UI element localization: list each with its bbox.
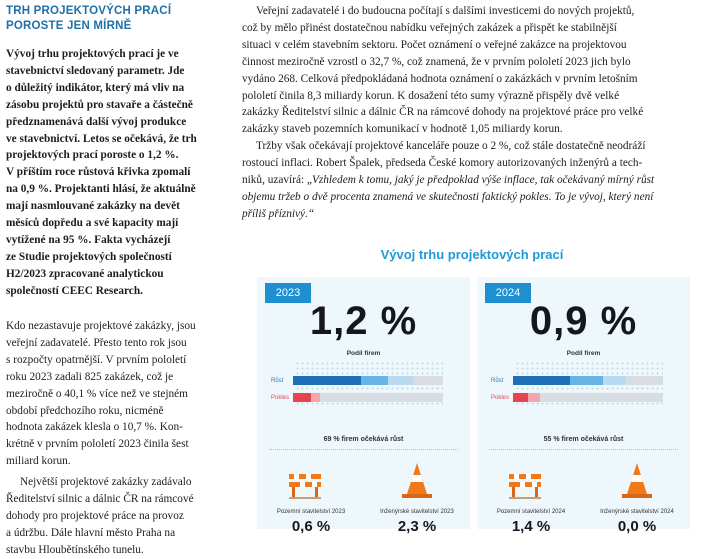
fall-bar-segment — [513, 393, 528, 402]
expect-text: 69 % firem očekává růst — [323, 436, 404, 443]
quote-text: objemu tržeb o dvě procenta znamená ve skutečnosti faktický pokles. To je vývoj, který není — [242, 190, 654, 203]
sub-value: 0,6 % — [291, 518, 331, 535]
divider — [489, 449, 678, 450]
fall-bar-segment — [582, 393, 663, 402]
lead-line: ve stavebnictví. Letos se očekává, že trh — [6, 132, 197, 145]
grow-bar — [513, 376, 663, 385]
grow-label: Růst — [491, 378, 504, 384]
traffic-cone-icon — [397, 460, 437, 500]
lead-line: na 0,9 %. Projektanti hlásí, že aktuálně — [6, 183, 196, 196]
body-paragraph — [242, 3, 694, 138]
fall-bar-segment — [361, 393, 444, 402]
quote-text: Vzhledem k tomu, jaký je předpoklad výše inflace, tak očekávaný mírný růst — [311, 174, 655, 187]
road-barrier-icon — [505, 460, 545, 500]
sub-value: 2,3 % — [397, 518, 437, 535]
expect-text: 55 % firem očekává růst — [543, 436, 624, 443]
sub-value: 0,0 % — [617, 518, 657, 535]
sub-label: Pozemní stavitelství 2023 — [276, 509, 346, 515]
traffic-cone-icon — [617, 460, 657, 500]
text-line: rostoucí inflaci. Robert Špalek, předseda České komory autorizovaných inženýrů a tech- — [242, 157, 643, 170]
year-badge: 2023 — [265, 283, 311, 303]
text-line: dohody pro projektové práce na provoz — [6, 509, 184, 522]
grow-bar-segment — [293, 376, 361, 385]
body-paragraph — [6, 318, 216, 470]
left-body — [6, 318, 216, 559]
infographic — [252, 247, 692, 534]
text-line: zakázky Ředitelství silnic a dálnic ČR na rámcové dohody na projektové práce pro velké — [242, 106, 644, 119]
text-line: Veřejní zadavatelé i do budoucna počítají s dalšími investicemi do nových projektů, — [256, 5, 635, 17]
text-line: veřejní zadavatelé. Přesto tento rok jsou — [6, 336, 187, 349]
text-line: zakázky staveb pozemních komunikací v hodnotě 1,05 miliardy korun. — [242, 123, 563, 136]
fall-bar-segment — [311, 393, 320, 402]
lead-line: vytížené na 95 %. Fakta vycházejí — [6, 233, 171, 246]
text-line: pololetí činila 8,3 miliardy korun. K dosažení této sumy výrazně přispěly dvě velké — [242, 89, 620, 102]
grow-bar-segment — [570, 376, 603, 385]
headline-line: POROSTE JEN MÍRNĚ — [6, 20, 132, 32]
fall-bar — [293, 393, 443, 402]
lead-line: Vývoj trhu projektových prací je ve — [6, 48, 179, 60]
grow-bar-segment — [413, 376, 443, 385]
text-line: vydáno 268. Celková předpokládaná hodnota oznámení o zakázkách v prvním letošním — [242, 72, 638, 85]
sub-label: Pozemní stavitelství 2024 — [496, 509, 566, 515]
road-barrier-icon — [285, 460, 325, 500]
grow-label: Růst — [271, 378, 284, 384]
lead-line: V příštím roce růstová křivka zpomalí — [6, 166, 191, 179]
sub-label: Inženýrské stavitelství 2024 — [600, 509, 674, 515]
lead-line: ze Studie projektových společností — [6, 250, 172, 263]
text-line: miliard korun. — [6, 455, 71, 468]
text-line: a údržbu. Dále hlavní město Praha na — [6, 526, 176, 539]
fall-bar-segment — [293, 393, 311, 402]
text-line: Tržby však očekávají projektové kanceláře pouze o 2 %, což stále dostatečně neodráží — [256, 140, 646, 153]
text-line: období předchozího roku, nicméně — [6, 404, 164, 417]
text-line: Největší projektové zakázky zadávalo — [20, 476, 192, 489]
year-panel-2024 — [477, 277, 690, 535]
body-paragraph — [6, 474, 216, 559]
sub-value: 1,4 % — [511, 518, 551, 535]
right-column — [242, 3, 694, 223]
year-panel-2023 — [257, 277, 470, 535]
text-line: niků, uzavírá: „ — [242, 174, 312, 187]
text-line: stavbu Hloubětínského tunelu. — [6, 543, 144, 556]
lead-line: předznamenává další vývoj produkce — [6, 115, 187, 128]
lead-paragraph — [6, 46, 216, 300]
text-line: roku 2023 zadali 825 zakázek, což je — [6, 370, 174, 383]
left-column — [6, 4, 216, 300]
grow-bar-segment — [361, 376, 388, 385]
text-line: Ředitelství silnic a dálnic ČR na rámcové — [6, 493, 194, 506]
grow-bar-segment — [388, 376, 414, 385]
article-headline — [6, 4, 216, 34]
fall-bar-segment — [540, 393, 582, 402]
quote-text: příliš příznivý.“ — [242, 207, 315, 220]
year-badge: 2024 — [485, 283, 531, 303]
body-paragraph — [242, 138, 694, 223]
text-line: krétně v prvním pololetí 2023 činila šest — [6, 438, 189, 451]
text-line: s rozpočty opatrnější. V prvním pololetí — [6, 353, 187, 366]
growth-value: 1,2 % — [309, 299, 418, 343]
text-line: Kdo nezastavuje projektové zakázky, jsou — [6, 320, 196, 332]
text-line: činnost meziročně vzrostl o 32,7 %, což znamená, že v prvním pololetí 2023 jich bylo — [242, 55, 631, 68]
text-line: situaci v celém stavebním sektoru. Počet oznámení o veřejné zakázce na projektovou — [242, 38, 627, 51]
grow-bar — [293, 376, 443, 385]
lead-line: stavebnictví sledovaný parametr. Jde — [6, 64, 185, 77]
growth-value: 0,9 % — [529, 299, 638, 343]
lead-line: mají nasmlouvané zakázky na devět — [6, 200, 180, 213]
lead-line: o důležitý indikátor, který má vliv na — [6, 81, 185, 94]
grow-bar-segment — [513, 376, 570, 385]
fall-label: Pokles — [491, 395, 510, 401]
text-line: meziročně o 40,1 % více než ve stejném — [6, 387, 188, 400]
lead-line: projektových prací poroste o 1,2 %. — [6, 149, 179, 162]
share-label: Podíl firem — [566, 350, 601, 357]
text-line: hodnota zakázek klesla o 10,7 %. Kon- — [6, 421, 183, 434]
share-label: Podíl firem — [346, 350, 381, 357]
headline-line: TRH PROJEKTOVÝCH PRACÍ — [6, 5, 172, 17]
grow-bar-segment — [603, 376, 626, 385]
lead-line: zásobu projektů pro stavaře a částečně — [6, 98, 193, 111]
lead-line: H2/2023 zpracované analytickou — [6, 267, 164, 280]
lead-line: měsíců dopředu a své kapacity mají — [6, 217, 179, 230]
grow-bar-segment — [626, 376, 664, 385]
text-line: což by mělo přinést dostatečnou nabídku veřejných zakázek a přispět ke stabilnější — [242, 21, 617, 34]
divider — [269, 449, 458, 450]
fall-bar — [513, 393, 663, 402]
sub-label: Inženýrské stavitelství 2023 — [380, 509, 454, 515]
fall-bar-segment — [528, 393, 540, 402]
lead-line: společností CEEC Research. — [6, 284, 143, 297]
fall-bar-segment — [320, 393, 361, 402]
fall-label: Pokles — [271, 395, 290, 401]
infographic-title: Vývoj trhu projektových prací — [380, 247, 564, 262]
